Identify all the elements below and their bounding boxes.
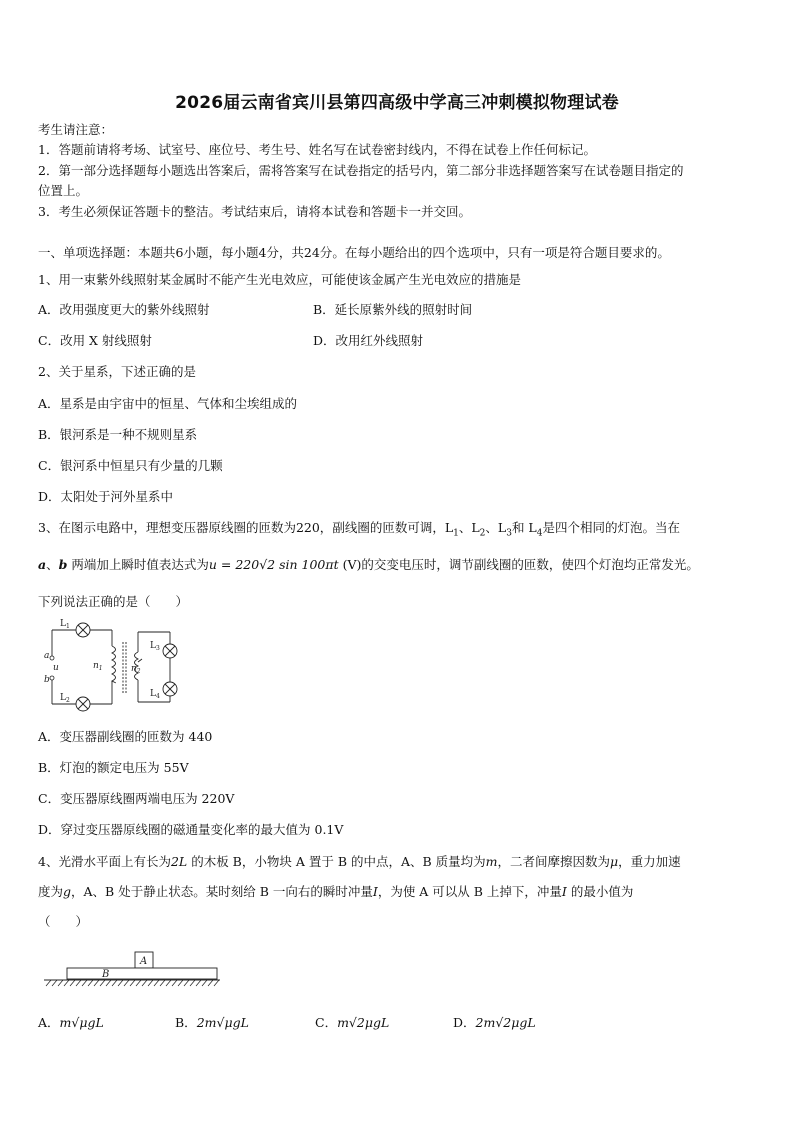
q3-option-d: D．穿过变压器原线圈的磁通量变化率的最大值为 0.1V — [38, 822, 344, 837]
q3-option-c: C．变压器原线圈两端电压为 220V — [38, 791, 235, 806]
q4-option-a: A．m√μgL — [38, 1015, 104, 1030]
label-a: a — [44, 651, 50, 661]
q3-prompt: 下列说法正确的是（ ） — [38, 594, 189, 609]
q2-option-d: D．太阳处于河外星系中 — [38, 489, 174, 504]
q4-prompt: （ ） — [38, 914, 89, 929]
q4-option-b: B．2m√μgL — [175, 1015, 249, 1030]
q3-stem: 3、在图示电路中，理想变压器原线圈的匝数为220，副线圈的匝数可调，$L_1$、$L_2$、$L_3$和 $L_4$是四个相同的灯泡。当在 — [38, 520, 680, 539]
block-board-diagram — [42, 950, 222, 992]
q3-option-b: B．灯泡的额定电压为 55V — [38, 760, 189, 775]
q1-option-a: A．改用强度更大的紫外线照射 — [38, 302, 210, 317]
section-heading: 一、单项选择题：本题共6小题，每小题4分，共24分。在每小题给出的四个选项中，只有一项是符合题目要求的。 — [38, 245, 670, 260]
q2-option-a: A．星系是由宇宙中的恒星、气体和尘埃组成的 — [38, 396, 298, 411]
q4-option-d: D．2m√2μgL — [453, 1015, 536, 1030]
q3-stem-line2: a、b 两端加上瞬时值表达式为u = 220√2 sin 100πt (V)的交变电压时，调节副线圈的匝数，使四个灯泡均正常发光。 — [38, 557, 699, 572]
label-L3: $L_3$ — [150, 641, 160, 652]
notice-item-2-cont: 位置上。 — [38, 183, 89, 198]
q2-option-c: C．银河系中恒星只有少量的几颗 — [38, 458, 223, 473]
page-title: 2026届云南省宾川县第四高级中学高三冲刺模拟物理试卷 — [175, 93, 619, 113]
label-n2: $n_2$ — [131, 664, 141, 675]
q1-option-b: B．延长原紫外线的照射时间 — [313, 302, 473, 317]
transformer-circuit-diagram — [42, 618, 192, 718]
q1-option-d: D．改用红外线照射 — [313, 333, 424, 348]
q1-option-c: C．改用 X 射线照射 — [38, 333, 152, 348]
notice-item-3: 3．考生必须保证答题卡的整洁。考试结束后，请将本试卷和答题卡一并交回。 — [38, 204, 471, 219]
notice-heading: 考生请注意： — [38, 122, 114, 137]
label-b: b — [44, 675, 50, 685]
q4-stem: 4、光滑水平面上有长为2L 的木板 B，小物块 A 置于 B 的中点，A、B 质量均为m，二者间摩擦因数为μ，重力加速 — [38, 854, 681, 869]
block-a-label: A — [140, 956, 148, 967]
q4-option-c: C．m√2μgL — [315, 1015, 390, 1030]
label-L1: $L_1$ — [60, 619, 70, 630]
q2-stem: 2、关于星系，下述正确的是 — [38, 364, 196, 379]
q4-stem-line2: 度为g，A、B 处于静止状态。某时刻给 B 一向右的瞬时冲量I，为使 A 可以从 B 上掉下，冲量I 的最小值为 — [38, 884, 634, 899]
notice-item-1: 1．答题前请将考场、试室号、座位号、考生号、姓名写在试卷密封线内，不得在试卷上作任何标记。 — [38, 142, 596, 157]
q2-option-b: B．银河系是一种不规则星系 — [38, 427, 198, 442]
label-L2: $L_2$ — [60, 693, 70, 704]
notice-item-2: 2．第一部分选择题每小题选出答案后，需将答案写在试卷指定的括号内，第二部分非选择题答案写在试卷题目指定的 — [38, 163, 684, 178]
q3-option-a: A．变压器副线圈的匝数为 440 — [38, 729, 213, 744]
label-u: u — [53, 663, 59, 673]
board-b-label: B — [102, 969, 110, 980]
label-n1: $n_1$ — [93, 661, 103, 672]
q3-formula: u = 220√2 sin 100πt — [208, 557, 339, 572]
label-L4: $L_4$ — [150, 689, 160, 700]
q1-stem: 1、用一束紫外线照射某金属时不能产生光电效应，可能使该金属产生光电效应的措施是 — [38, 272, 521, 287]
